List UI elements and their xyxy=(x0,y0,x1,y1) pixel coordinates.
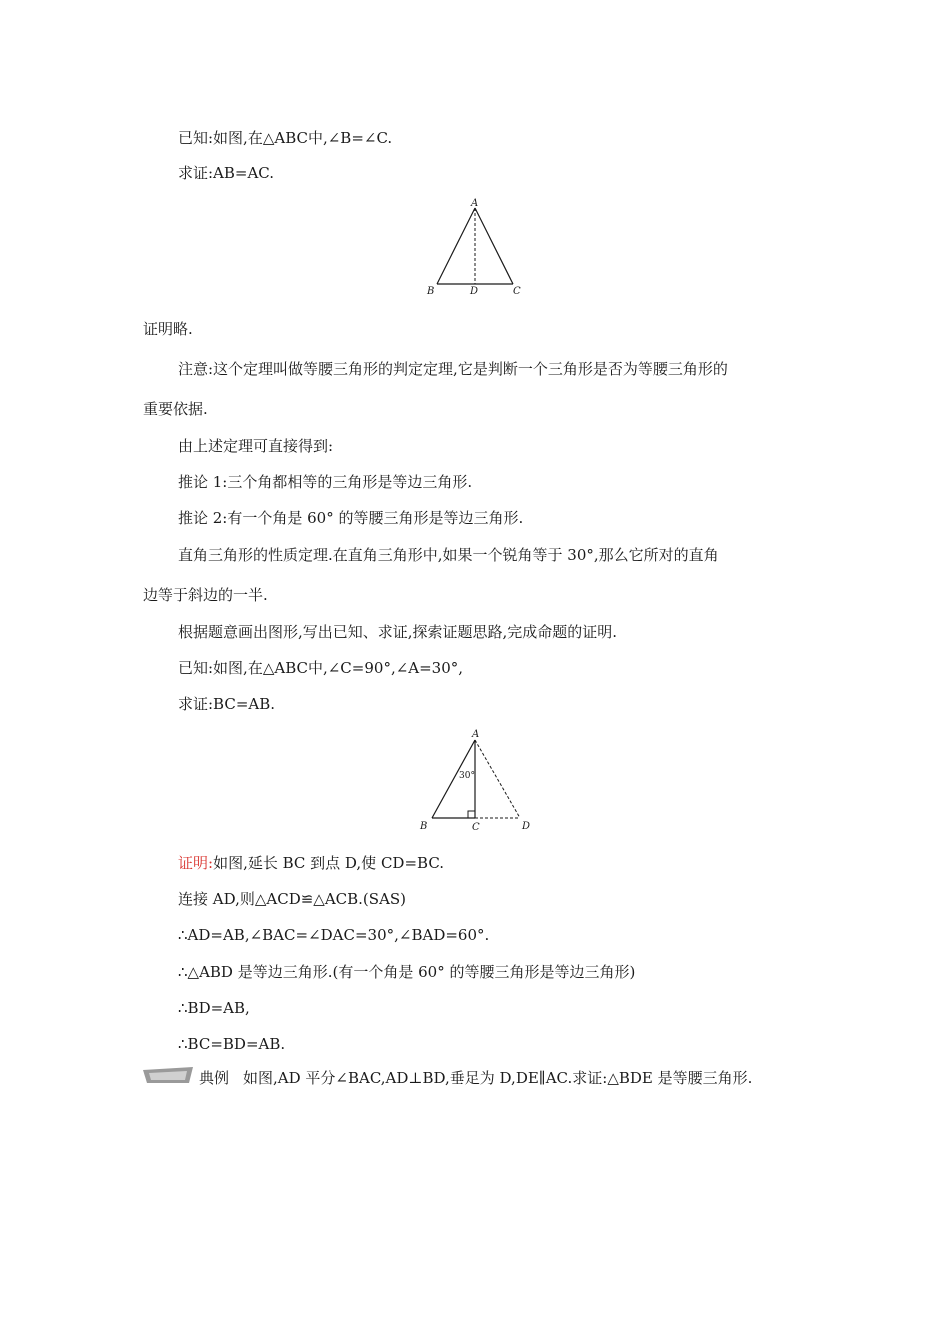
prove-1: 求证:AB=AC. xyxy=(178,164,275,182)
proof-line-1-text: 如图,延长 BC 到点 D,使 CD=BC. xyxy=(213,854,445,872)
instruction-line: 根据题意画出图形,写出已知、求证,探索证题思路,完成命题的证明. xyxy=(178,623,618,641)
fig1-label-a: A xyxy=(471,198,479,209)
theorem-line-1: 直角三角形的性质定理.在直角三角形中,如果一个锐角等于 30°,那么它所对的直角 xyxy=(178,546,719,564)
proof-omitted: 证明略. xyxy=(143,320,193,338)
proof-line-3: ∴AD=AB,∠BAC=∠DAC=30°,∠BAD=60°. xyxy=(178,926,490,944)
proof-line-2: 连接 AD,则△ACD≌△ACB.(SAS) xyxy=(178,890,407,908)
figure-right-triangle xyxy=(410,726,540,834)
derive-line: 由上述定理可直接得到: xyxy=(178,437,334,455)
figure-isosceles-triangle xyxy=(420,196,530,298)
example-tag: 典例 xyxy=(199,1069,230,1087)
fig1-label-c: C xyxy=(513,286,521,297)
example-line xyxy=(199,1068,752,1088)
corollary-1: 推论 1:三个角都相等的三角形是等边三角形. xyxy=(178,473,473,491)
corollary-2: 推论 2:有一个角是 60° 的等腰三角形是等边三角形. xyxy=(178,509,524,527)
prove-2: 求证:BC=AB. xyxy=(178,695,276,713)
proof-label: 证明: xyxy=(178,854,214,872)
fig2-label-b: B xyxy=(420,821,428,832)
proof-line-1 xyxy=(178,853,444,873)
theorem-line-2: 边等于斜边的一半. xyxy=(143,586,268,604)
proof-line-6: ∴BC=BD=AB. xyxy=(178,1035,286,1053)
fig2-label-a: A xyxy=(472,729,480,740)
proof-line-5: ∴BD=AB, xyxy=(178,999,250,1017)
note-line-2: 重要依据. xyxy=(143,400,208,418)
fig2-label-c: C xyxy=(472,822,480,833)
fig1-label-d: D xyxy=(470,286,479,297)
example-text: 如图,AD 平分∠BAC,AD⊥BD,垂足为 D,DE∥AC.求证:△BDE 是等腰三角形. xyxy=(243,1069,753,1087)
fig2-angle-label: 30° xyxy=(459,771,475,781)
note-line-1: 注意:这个定理叫做等腰三角形的判定定理,它是判断一个三角形是否为等腰三角形的 xyxy=(178,360,728,378)
given-1: 已知:如图,在△ABC中,∠B=∠C. xyxy=(178,129,393,147)
example-badge-icon xyxy=(143,1067,195,1085)
fig2-label-d: D xyxy=(522,821,531,832)
proof-line-4: ∴△ABD 是等边三角形.(有一个角是 60° 的等腰三角形是等边三角形) xyxy=(178,963,636,981)
fig1-label-b: B xyxy=(427,286,435,297)
given-2: 已知:如图,在△ABC中,∠C=90°,∠A=30°, xyxy=(178,659,464,677)
